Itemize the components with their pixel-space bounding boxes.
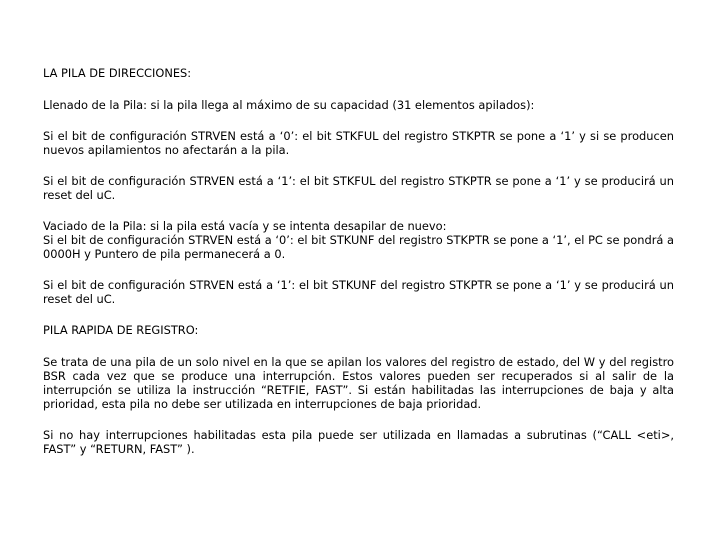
heading-address-stack: LA PILA DE DIRECCIONES:: [43, 66, 192, 80]
fast-stack-usage: Si no hay interrupciones habilitadas esta pila puede ser utilizada en llamadas a subrutinas (“CALL <eti>, FAST” y “RETURN, FAST” ).: [43, 428, 674, 456]
stack-overflow-strven-1: Si el bit de configuración STRVEN está a ‘1’: el bit STKFUL del registro STKPTR se pone a ‘1’ y se producirá un reset del uC.: [43, 174, 674, 202]
stack-underflow-intro: Vaciado de la Pila: si la pila está vacía y se intenta desapilar de nuevo:: [43, 219, 447, 233]
fast-stack-description: Se trata de una pila de un solo nivel en la que se apilan los valores del registro de estado, del W y del registro BSR cada vez que se produce una interrupción. Estos valores pueden ser recuperados si al salir de la interrupción se utiliza la instrucción “RETFIE, FAST”. Si están habilitadas las interrupciones de baja y alta prioridad, esta pila no debe ser utilizada en interrupciones de baja prioridad.: [43, 355, 674, 411]
stack-overflow-intro: Llenado de la Pila: si la pila llega al máximo de su capacidad (31 elementos apilados):: [43, 98, 535, 112]
heading-fast-register-stack: PILA RAPIDA DE REGISTRO:: [43, 323, 199, 337]
stack-underflow-strven-0: Si el bit de configuración STRVEN está a ‘0’: el bit STKUNF del registro STKPTR se pone a ‘1’, el PC se pondrá a 0000H y Puntero de pila permanecerá a 0.: [43, 233, 674, 261]
stack-overflow-strven-0: Si el bit de configuración STRVEN está a ‘0’: el bit STKFUL del registro STKPTR se pone a ‘1’ y si se producen nuevos apilamientos no afectarán a la pila.: [43, 129, 674, 157]
document-body: [43, 66, 674, 456]
stack-underflow-strven-1: Si el bit de configuración STRVEN está a ‘1’: el bit STKUNF del registro STKPTR se pone a ‘1’ y se producirá un reset del uC.: [43, 278, 674, 306]
